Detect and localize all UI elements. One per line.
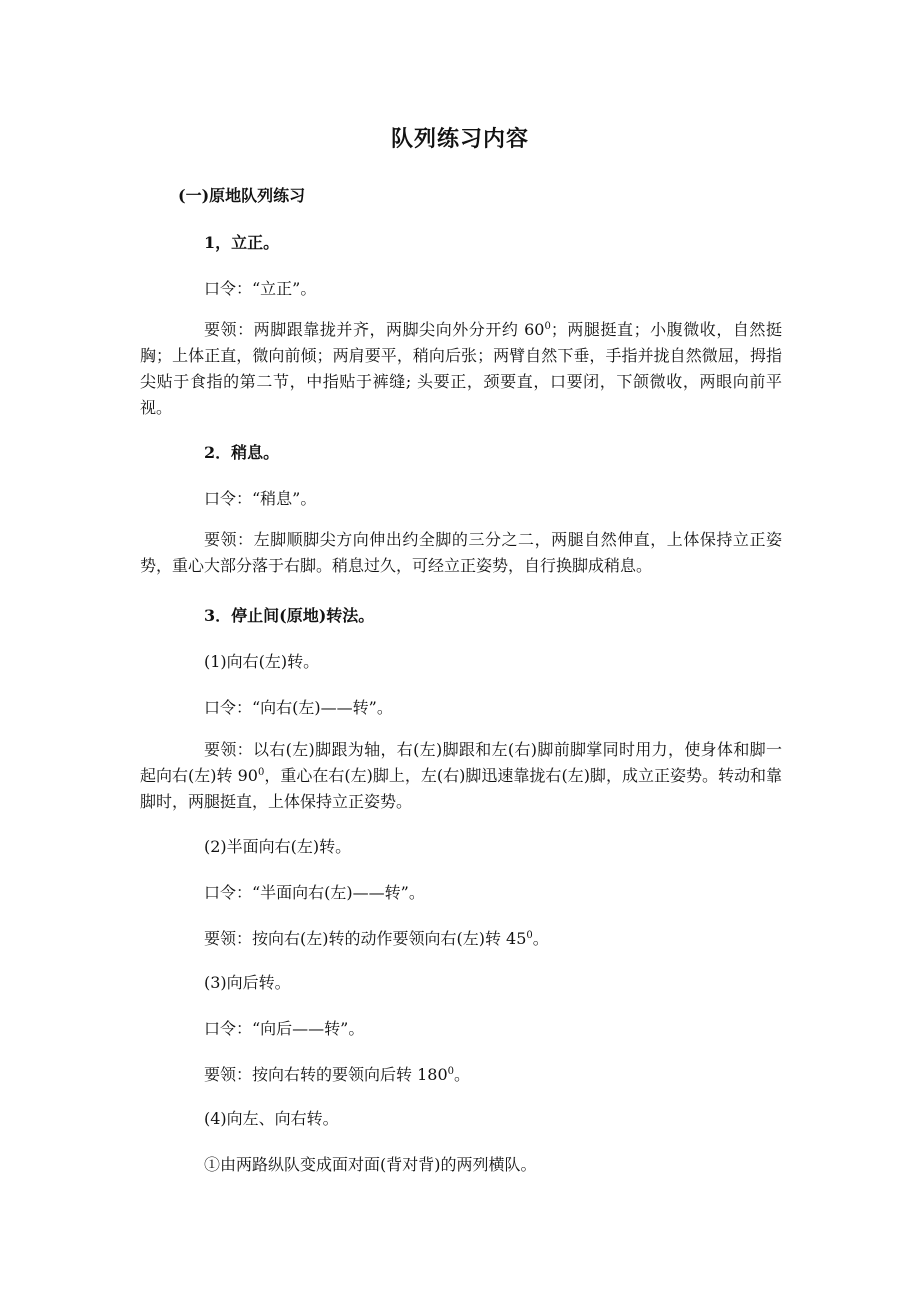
item2-command: 口令：“稍息”。 (204, 489, 317, 508)
item3-sub3-label: (3)向后转。 (204, 973, 291, 992)
item3-sub1-command: 口令：“向右(左)——转”。 (204, 698, 393, 717)
item3-sub2-essentials: 要领：按向右(左)转的动作要领向右(左)转 $45^0$。 (204, 929, 549, 948)
item2-essentials: 要领：左脚顺脚尖方向伸出约全脚的三分之二，两腿自然伸直，上体保持立正姿势，重心大部分落于右脚。稍息过久，可经立正姿势，自行换脚成稍息。 (140, 530, 782, 575)
item3-sub2-label: (2)半面向右(左)转。 (204, 837, 352, 856)
section-heading: (一)原地队列练习 (178, 186, 306, 205)
item3-sub2-command: 口令：“半面向右(左)——转”。 (204, 883, 425, 902)
item3-heading: 3．停止间(原地)转法。 (204, 606, 375, 625)
item3-sub3-command: 口令：“向后——转”。 (204, 1019, 365, 1038)
item2-heading: 2．稍息。 (204, 443, 280, 462)
item1-essentials: 要领：两脚跟靠拢并齐，两脚尖向外分开约 $60^0$；两腿挺直；小腹微收，自然挺胸；上体正直，微向前倾；两肩要平，稍向后张；两臂自然下垂，手指并拢自然微屈，拇指尖贴于食指的第二节，中指贴于裤缝; 头要正，颈要直，口要闭，下颌微收，两眼向前平视。 (140, 320, 782, 417)
item1-command: 口令：“立正”。 (204, 279, 317, 298)
item3-sub1-essentials: 要领：以右(左)脚跟为轴，右(左)脚跟和左(右)脚前脚掌同时用力，使身体和脚一起向右(左)转 $90^0$，重心在右(左)脚上，左(右)脚迅速靠拢右(左)脚，成立正姿势。转动和靠脚时，两腿挺直，上体保持立正姿势。 (140, 740, 782, 811)
item3-sub4-label: (4)向左、向右转。 (204, 1109, 339, 1128)
item3-sub3-essentials: 要领：按向右转的要领向后转 $180^0$。 (204, 1065, 471, 1084)
item3-sub4-step1: ①由两路纵队变成面对面(背对背)的两列横队。 (204, 1155, 537, 1174)
item1-heading: 1，立正。 (204, 233, 280, 252)
document-title: 队列练习内容 (390, 126, 529, 152)
item3-sub1-label: (1)向右(左)转。 (204, 652, 320, 671)
